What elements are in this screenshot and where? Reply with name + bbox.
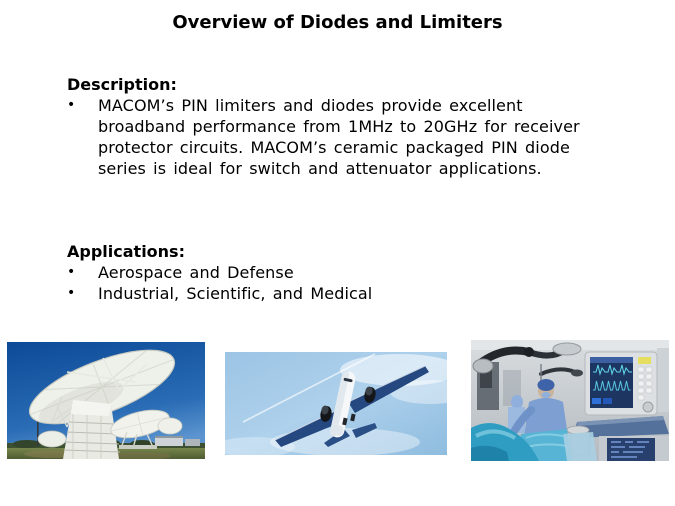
list-item: [67, 262, 612, 283]
monitor-knob: [643, 402, 653, 412]
monitor-button: [638, 357, 651, 364]
satellite-ground-station-image: [7, 342, 205, 459]
patient-monitor: [585, 348, 669, 415]
medical-illustration: [471, 340, 669, 461]
page-title: Overview of Diodes and Limiters: [172, 12, 503, 33]
bullet-icon: •: [67, 285, 76, 301]
satellite-illustration: [7, 342, 205, 459]
description-heading: Description:: [67, 75, 177, 94]
list-item: [67, 283, 612, 304]
description-bullet-list: [67, 95, 612, 179]
applications-bullet-text: Industrial, Scientific, and Medical: [98, 284, 373, 303]
description-bullet-text: MACOM’s PIN limiters and diodes provide excellent broadband performance from 1MHz to 20GHz for receiver protector circuits. MACOM’s ceramic packaged PIN diode series is ideal for switch and attenuator applications.: [98, 96, 580, 178]
bullet-icon: •: [67, 97, 76, 113]
building: [155, 437, 183, 446]
applications-bullet-text: Aerospace and Defense: [98, 263, 294, 282]
small-dish-left: [38, 431, 66, 447]
bullet-icon: •: [67, 264, 76, 280]
list-item: [67, 95, 612, 179]
applications-heading: Applications:: [67, 242, 185, 261]
medical-operating-room-image: [471, 340, 669, 461]
airplane-image: [225, 352, 447, 455]
applications-bullet-list: [67, 262, 612, 304]
airplane-illustration: [225, 352, 447, 455]
